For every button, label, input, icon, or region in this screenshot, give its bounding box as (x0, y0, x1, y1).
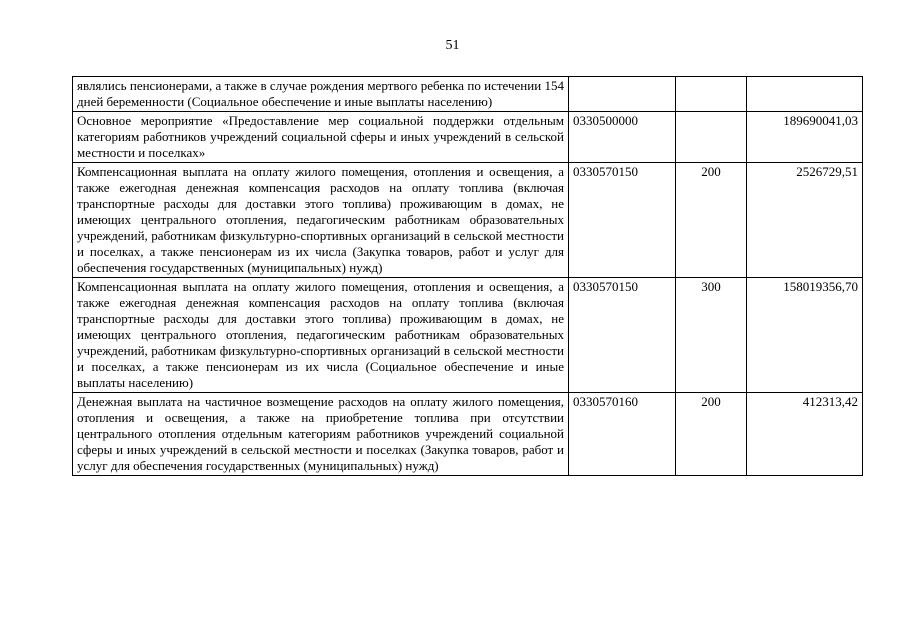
target-code-cell (569, 77, 676, 112)
item-name-cell: Компенсационная выплата на оплату жилого помещения, отопления и освещения, а также ежегодная денежная компенсация расходов на оплату топлива (включая транспортные расходы для доставки этого топлива) проживающим в домах, не имеющих центрального отопления, педагогическим работникам образовательных учреждений, работникам физкультурно-спортивных организаций в сельской местности и поселках, а также пенсионерам из их числа (Социальное обеспечение и иные выплаты населению) (73, 278, 569, 393)
item-name-cell: Основное мероприятие «Предоставление мер социальной поддержки отдельным категориям работников учреждений социальной сферы и иных учреждений в сельской местности и поселках» (73, 112, 569, 163)
amount-cell (747, 77, 863, 112)
table-row (73, 393, 863, 476)
amount-cell: 2526729,51 (747, 163, 863, 278)
target-code-cell: 0330570150 (569, 163, 676, 278)
expense-type-cell (676, 112, 747, 163)
target-code-cell: 0330500000 (569, 112, 676, 163)
target-code-cell: 0330570150 (569, 278, 676, 393)
table-row (73, 77, 863, 112)
expense-type-cell: 200 (676, 163, 747, 278)
amount-cell: 158019356,70 (747, 278, 863, 393)
item-name-cell: Компенсационная выплата на оплату жилого помещения, отопления и освещения, а также ежегодная денежная компенсация расходов на оплату топлива (включая транспортные расходы для доставки этого топлива) проживающим в домах, не имеющих центрального отопления, педагогическим работникам образовательных учреждений, работникам физкультурно-спортивных организаций в сельской местности и поселках, а также пенсионерам из их числа (Закупка товаров, работ и услуг для обеспечения государственных (муниципальных) нужд) (73, 163, 569, 278)
item-name-cell: являлись пенсионерами, а также в случае рождения мертвого ребенка по истечении 154 дней беременности (Социальное обеспечение и иные выплаты населению) (73, 77, 569, 112)
amount-cell: 189690041,03 (747, 112, 863, 163)
budget-table (72, 76, 863, 476)
page-number: 51 (445, 38, 460, 53)
table-row (73, 163, 863, 278)
expense-type-cell (676, 77, 747, 112)
table-row (73, 112, 863, 163)
table-row (73, 278, 863, 393)
amount-cell: 412313,42 (747, 393, 863, 476)
item-name-cell: Денежная выплата на частичное возмещение расходов на оплату жилого помещения, отопления и освещения, а также на приобретение топлива при отсутствии центрального отопления отдельным категориям работников учреждений социальной сферы и иных учреждений в сельской местности и поселках (Закупка товаров, работ и услуг для обеспечения государственных (муниципальных) нужд) (73, 393, 569, 476)
expense-type-cell: 300 (676, 278, 747, 393)
expense-type-cell: 200 (676, 393, 747, 476)
target-code-cell: 0330570160 (569, 393, 676, 476)
